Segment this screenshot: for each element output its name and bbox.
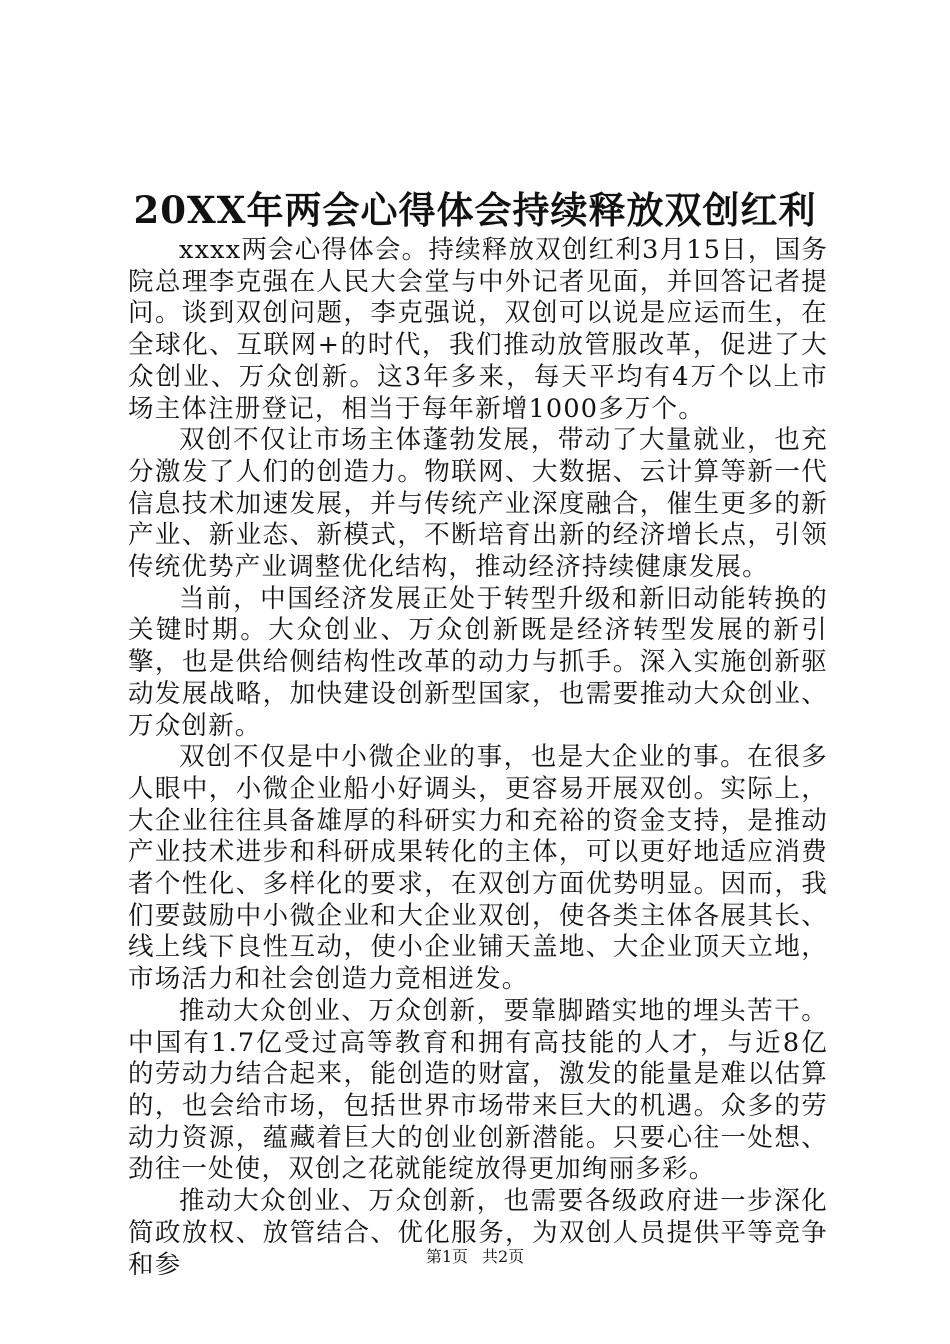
paragraph-5: 推动大众创业、万众创新，要靠脚踏实地的埋头苦干。中国有1.7亿受过高等教育和拥有高技能的人才，与近8亿的劳动力结合起来，能创造的财富，激发的能量是难以估算的，也会给市场，包括世界市场带来巨大的机遇。众多的劳动力资源，蕴藏着巨大的创业创新潜能。只要心往一处想、劲往一处使，双创之花就能绽放得更加绚丽多彩。 — [128, 995, 828, 1185]
document-body — [128, 235, 828, 1281]
paragraph-3: 当前，中国经济发展正处于转型升级和新旧动能转换的关键时期。大众创业、万众创新既是经济转型发展的新引擎，也是供给侧结构性改革的动力与抓手。深入实施创新驱动发展战略，加快建设创新型国家，也需要推动大众创业、万众创新。 — [128, 583, 828, 741]
paragraph-4: 双创不仅是中小微企业的事，也是大企业的事。在很多人眼中，小微企业船小好调头，更容易开展双创。实际上，大企业往往具备雄厚的科研实力和充裕的资金支持，是推动产业技术进步和科研成果转化的主体，可以更好地适应消费者个性化、多样化的要求，在双创方面优势明显。因而，我们要鼓励中小微企业和大企业双创，使各类主体各展其长、线上线下良性互动，使小企业铺天盖地、大企业顶天立地，市场活力和社会创造力竞相迸发。 — [128, 742, 828, 995]
page-number: 第1页 — [425, 1247, 468, 1266]
page-footer — [0, 1245, 950, 1269]
paragraph-2: 双创不仅让市场主体蓬勃发展，带动了大量就业，也充分激发了人们的创造力。物联网、大数据、云计算等新一代信息技术加速发展，并与传统产业深度融合，催生更多的新产业、新业态、新模式，不断培育出新的经济增长点，引领传统优势产业调整优化结构，推动经济持续健康发展。 — [128, 425, 828, 583]
page-total: 共2页 — [482, 1247, 525, 1266]
paragraph-1: xxxx两会心得体会。持续释放双创红利3月15日，国务院总理李克强在人民大会堂与中外记者见面，并回答记者提问。谈到双创问题，李克强说，双创可以说是应运而生，在全球化、互联网+的时代，我们推动放管服改革，促进了大众创业、万众创新。这3年多来，每天平均有4万个以上市场主体注册登记，相当于每年新增1000多万个。 — [128, 235, 828, 424]
paragraph-6: 推动大众创业、万众创新，也需要各级政府进一步深化简政放权、放管结合、优化服务，为双创人员提供平等竞争和参 — [128, 1186, 828, 1280]
document-title: 20XX年两会心得体会持续释放双创红利 — [133, 188, 817, 232]
